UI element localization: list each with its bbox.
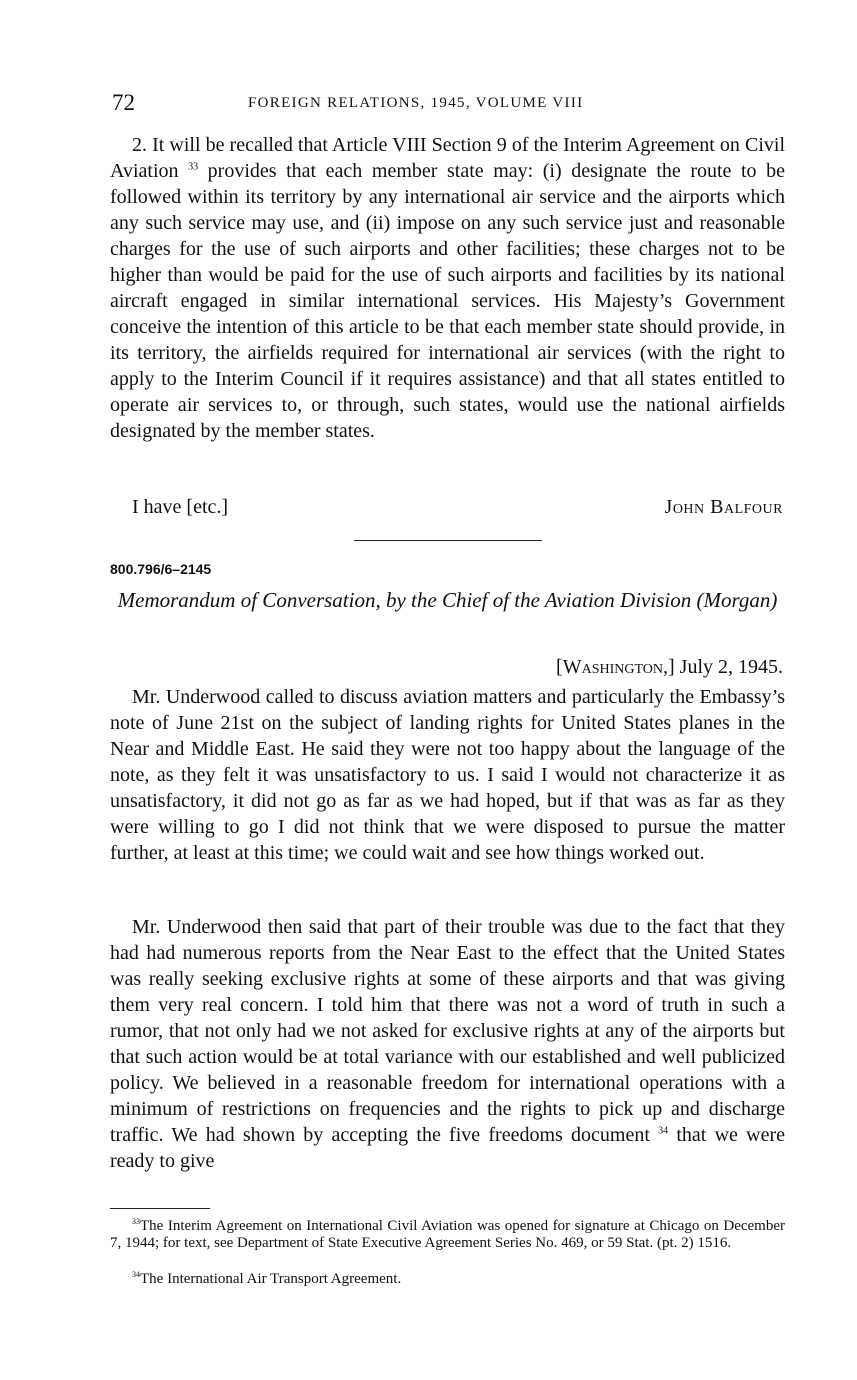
letter-paragraph: [110, 132, 785, 444]
dateline-date: July 2, 1945.: [674, 656, 783, 678]
memo-paragraph-1: Mr. Underwood called to discuss aviation matters and particularly the Embassy’s note of June 21st on the subject of landing rights for United States planes in the Near and Middle East. He said they were not too happy about the language of the note, as they felt it was unsatisfactory to us. I said I would not characterize it as unsatisfactory, it did not go as far as we had hoped, but if that was as far as they were willing to go I did not think that we were disposed to pursue the matter further, at least at this time; we could wait and see how things worked out.: [110, 686, 785, 864]
signature: John Balfour: [664, 496, 783, 518]
footnote-ref-33[interactable]: 33: [188, 161, 199, 173]
closing-phrase: I have [etc.]: [132, 496, 229, 518]
footnote-34: [110, 1271, 785, 1288]
memo-paragraph-2: [110, 914, 785, 1174]
footnote-divider: [110, 1208, 210, 1209]
section-divider: [354, 540, 542, 541]
footnote-33: [110, 1218, 785, 1252]
letter-paragraph-text-1: 2. It will be recalled that Article VIII Section 9 of the Interim Agreement on Civil Aviation: [110, 134, 785, 182]
memo-paragraph-2-text-2: that we were ready to give: [110, 1124, 786, 1172]
footnote-marker-33: 33: [132, 1217, 140, 1226]
page-number: 72: [112, 90, 135, 115]
letter-closing: [110, 496, 785, 522]
memo-title: Memorandum of Conversation, by the Chief of the Aviation Division (Morgan): [117, 588, 778, 612]
footnote-text-33: The Interim Agreement on International Civil Aviation was opened for signature at Chicago on December 7, 1944; for text, see Department of State Executive Agreement Series No. 469, or 59 Stat. (pt. 2) 1516.: [110, 1218, 785, 1251]
page-header: [110, 90, 785, 118]
memo-dateline: [556, 656, 783, 679]
file-reference: 800.796/6–2145: [110, 561, 212, 577]
running-head: FOREIGN RELATIONS, 1945, VOLUME VIII: [248, 95, 584, 111]
footnote-ref-34[interactable]: 34: [658, 1125, 669, 1137]
dateline-place: [Washington,]: [556, 656, 675, 678]
letter-paragraph-text-2: provides that each member state may: (i) designate the route to be followed within its territory by any international air service and the airports which any such service may use, and (ii) impose on any such service just and reasonable charges for the use of such airports and other facilities; these charges not to be higher than would be paid for the use of such airports and facilities by its national aircraft engaged in similar international services. His Majesty’s Government conceive the intention of this article to be that each member state should provide, in its territory, the airfields required for international air services (with the right to apply to the Interim Council if it requires assistance) and that all states entitled to operate air services to, or through, such states, would use the national airfields designated by the member states.: [110, 160, 786, 442]
memo-paragraph-2-text-1: Mr. Underwood then said that part of their trouble was due to the fact that they had had numerous reports from the Near East to the effect that the United States was really seeking exclusive rights at some of these airports and that was giving them very real concern. I told him that there was not a word of truth in such a rumor, that not only had we not asked for exclusive rights at any of the airports but that such action would be at total variance with our established and well publicized policy. We believed in a reasonable freedom for international operations with a minimum of restrictions on frequencies and the rights to pick up and discharge traffic. We had shown by accepting the five freedoms document: [110, 916, 785, 1146]
footnote-marker-34: 34: [132, 1270, 140, 1279]
footnote-text-34: The International Air Transport Agreement.: [140, 1271, 402, 1287]
